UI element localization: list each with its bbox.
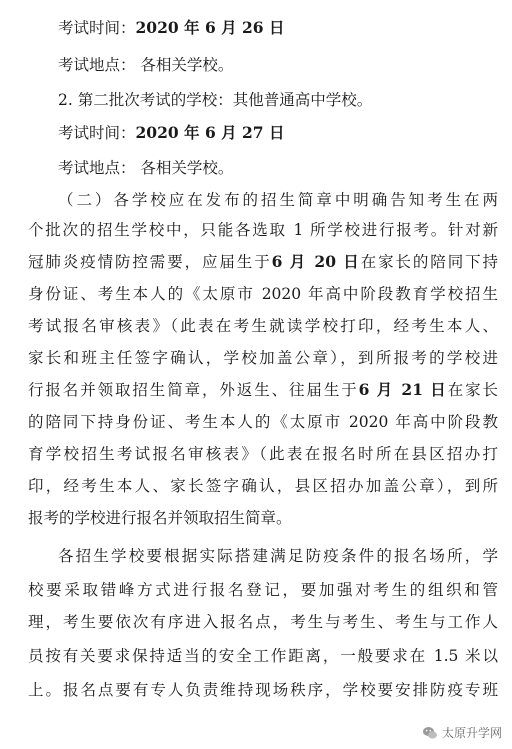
exam-time-line-2 — [58, 123, 285, 143]
exam-place-line-2: 考试地点： 各相关学校。 — [58, 159, 234, 177]
paragraph-1-line-9: 育学校招生考试报名审核表》（此表在报名时所在县区招办打 — [28, 445, 498, 463]
paragraph-2-line-4: 员按有关要求保持适当的安全工作距离，一般要求在 1.5 米以 — [28, 647, 498, 665]
watermark — [422, 724, 502, 741]
exam-time-label: 考试时间： — [58, 124, 136, 142]
paragraph-1-line-4: 身份证、考生本人的《太原市 2020 年高中阶段教育学校招生 — [28, 285, 498, 303]
date-june-20: 6 月 20 日 — [271, 252, 361, 271]
exam-date-2: 2020 年 6 月 27 日 — [135, 123, 285, 142]
date-june-21: 6 月 21 日 — [358, 380, 448, 399]
text-segment: 行报名并领取招生简章，外返生、往届生于 — [28, 381, 359, 399]
paragraph-2-line-5: 上。报名点要有专人负责维持现场秩序，学校要安排防疫专班 — [28, 681, 498, 699]
text-segment: 在家长的陪同下持 — [360, 253, 498, 271]
exam-place-line-1: 考试地点： 各相关学校。 — [58, 56, 234, 74]
paragraph-1-line-2: 个批次的招生学校中，只能各选取 1 所学校进行报考。针对新 — [28, 221, 498, 239]
paragraph-1-line-3 — [28, 252, 498, 272]
watermark-text: 太原升学网 — [441, 726, 502, 740]
exam-time-label: 考试时间： — [58, 19, 136, 37]
exam-date-1: 2020 年 6 月 26 日 — [135, 18, 285, 37]
paragraph-1-line-6: 家长和班主任签字确认，学校加盖公章），到所报考的学校进 — [28, 349, 498, 367]
second-batch-line: 2. 第二批次考试的学校：其他普通高中学校。 — [58, 91, 373, 109]
paragraph-1-line-5: 考试报名审核表》（此表在考生就读学校打印，经考生本人、 — [28, 317, 498, 335]
paragraph-1-line-11: 报考的学校进行报名并领取招生简章。 — [28, 509, 292, 527]
text-segment: 冠肺炎疫情防控需要，应届生于 — [28, 253, 272, 271]
exam-time-line-1 — [58, 18, 285, 38]
paragraph-2-line-1: 各招生学校要根据实际搭建满足防疫条件的报名场所，学 — [58, 547, 498, 565]
text-segment: 在家长 — [447, 381, 498, 399]
paragraph-2-line-3: 理，考生要依次有序进入报名点，考生与考生、考生与工作人 — [28, 613, 498, 631]
paragraph-1-line-7 — [28, 380, 498, 400]
paragraph-1-line-8: 的陪同下持身份证、考生本人的《太原市 2020 年高中阶段教 — [28, 413, 498, 431]
paragraph-2-line-2: 校要采取错峰方式进行报名登记，要加强对考生的组织和管 — [28, 581, 498, 599]
paragraph-1-line-10: 印，经考生本人、家长签字确认，县区招办加盖公章），到所 — [28, 477, 498, 495]
paragraph-1-line-1: （二）各学校应在发布的招生简章中明确告知考生在两 — [58, 191, 498, 209]
wechat-icon — [422, 725, 438, 741]
